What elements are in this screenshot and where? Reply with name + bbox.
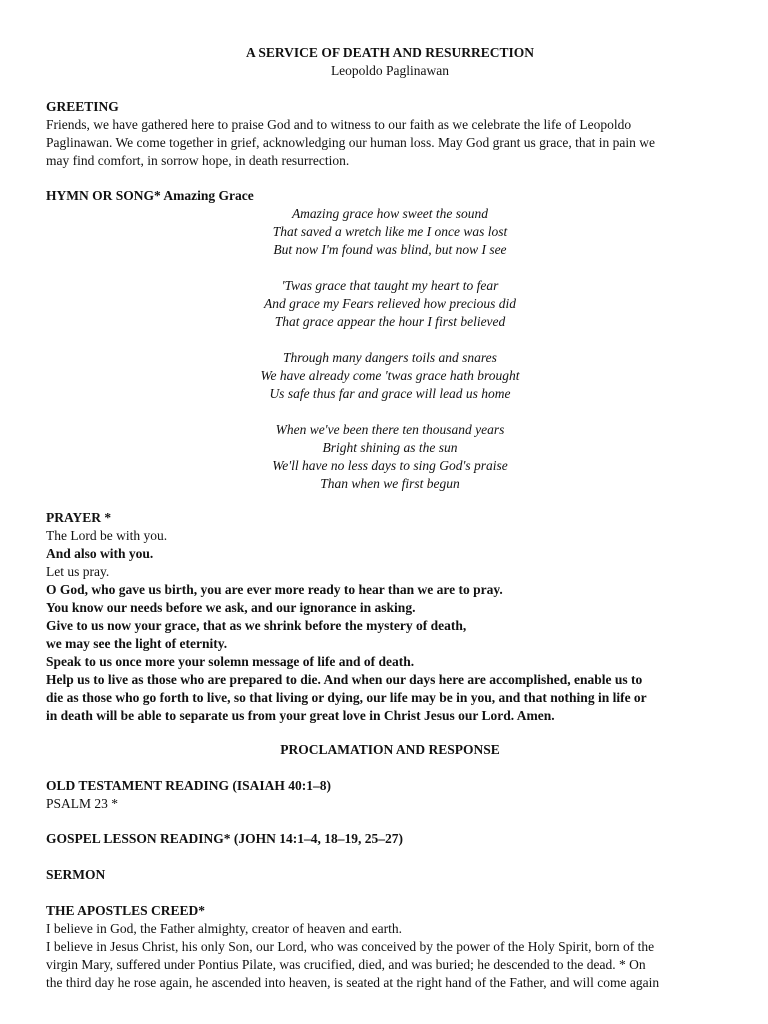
hymn-line: Than when we first begun: [320, 476, 460, 491]
hymn-line: When we've been there ten thousand years: [275, 422, 505, 437]
creed-line: I believe in Jesus Christ, his only Son, our Lord, who was conceived by the power of the Holy Spirit, born of the: [46, 939, 655, 954]
hymn-line: That grace appear the hour I first believed: [274, 314, 506, 329]
prayer-line: The Lord be with you.: [46, 528, 168, 543]
hymn-line: Us safe thus far and grace will lead us home: [269, 386, 511, 401]
creed-heading: THE APOSTLES CREED*: [46, 903, 206, 918]
greeting-section: [46, 98, 734, 170]
prayer-section: [46, 509, 734, 725]
hymn-line: Bright shining as the sun: [322, 440, 458, 455]
prayer-line-response: we may see the light of eternity.: [46, 636, 228, 651]
document-title: A SERVICE OF DEATH AND RESURRECTION: [246, 45, 534, 60]
hymn-line: Amazing grace how sweet the sound: [291, 206, 489, 221]
psalm-heading: PSALM 23 *: [46, 796, 119, 811]
prayer-line-response: And also with you.: [46, 546, 154, 561]
prayer-heading: PRAYER *: [46, 510, 112, 525]
gospel-heading: GOSPEL LESSON READING* (JOHN 14:1–4, 18–19, 25–27): [46, 831, 404, 846]
prayer-line: Let us pray.: [46, 564, 110, 579]
greeting-line: may find comfort, in sorrow hope, in death resurrection.: [46, 153, 350, 168]
prayer-line-response: O God, who gave us birth, you are ever more ready to hear than we are to pray.: [46, 582, 503, 597]
hymn-line: And grace my Fears relieved how precious did: [263, 296, 517, 311]
prayer-line-response: die as those who go forth to live, so that living or dying, our life may be in you, and that nothing in life or: [46, 690, 647, 705]
sermon-heading: SERMON: [46, 867, 106, 882]
hymn-line: We'll have no less days to sing God's praise: [272, 458, 508, 473]
hymn-line: That saved a wretch like me I once was lost: [272, 224, 508, 239]
creed-line: virgin Mary, suffered under Pontius Pilate, was crucified, died, and was buried; he descended to the dead. * On: [46, 957, 646, 972]
hymn-stanza-1: [46, 205, 734, 259]
old-testament-section: [46, 777, 734, 813]
greeting-heading: GREETING: [46, 99, 119, 114]
hymn-line: We have already come 'twas grace hath brought: [260, 368, 520, 383]
old-testament-heading: OLD TESTAMENT READING (ISAIAH 40:1–8): [46, 778, 332, 793]
hymn-line: But now I'm found was blind, but now I see: [273, 242, 507, 257]
document-subtitle: Leopoldo Paglinawan: [330, 63, 450, 78]
greeting-line: Paglinawan. We come together in grief, acknowledging our human loss. May God grant us grace, that in pain we: [46, 135, 656, 150]
prayer-line-response: Give to us now your grace, that as we shrink before the mystery of death,: [46, 618, 467, 633]
prayer-line-response: You know our needs before we ask, and our ignorance in asking.: [46, 600, 416, 615]
hymn-line: 'Twas grace that taught my heart to fear: [281, 278, 499, 293]
creed-line: the third day he rose again, he ascended into heaven, is seated at the right hand of the Father, and will come again: [46, 975, 660, 990]
greeting-line: Friends, we have gathered here to praise God and to witness to our faith as we celebrate the life of Leopoldo: [46, 117, 632, 132]
hymn-line: Through many dangers toils and snares: [283, 350, 497, 365]
proclamation-heading: PROCLAMATION AND RESPONSE: [280, 742, 500, 757]
creed-section: [46, 902, 734, 992]
hymn-heading: HYMN OR SONG* Amazing Grace: [46, 188, 254, 203]
hymn-section: [46, 187, 734, 493]
prayer-line-response: Speak to us once more your solemn message of life and of death.: [46, 654, 415, 669]
hymn-stanza-3: [46, 349, 734, 403]
prayer-line-response: Help us to live as those who are prepared to die. And when our days here are accomplished, enable us to: [46, 672, 643, 687]
hymn-stanza-4: [46, 421, 734, 493]
creed-line: I believe in God, the Father almighty, creator of heaven and earth.: [46, 921, 402, 936]
hymn-stanza-2: [46, 277, 734, 331]
prayer-line-response: in death will be able to separate us from your great love in Christ Jesus our Lord. Amen.: [46, 708, 555, 723]
